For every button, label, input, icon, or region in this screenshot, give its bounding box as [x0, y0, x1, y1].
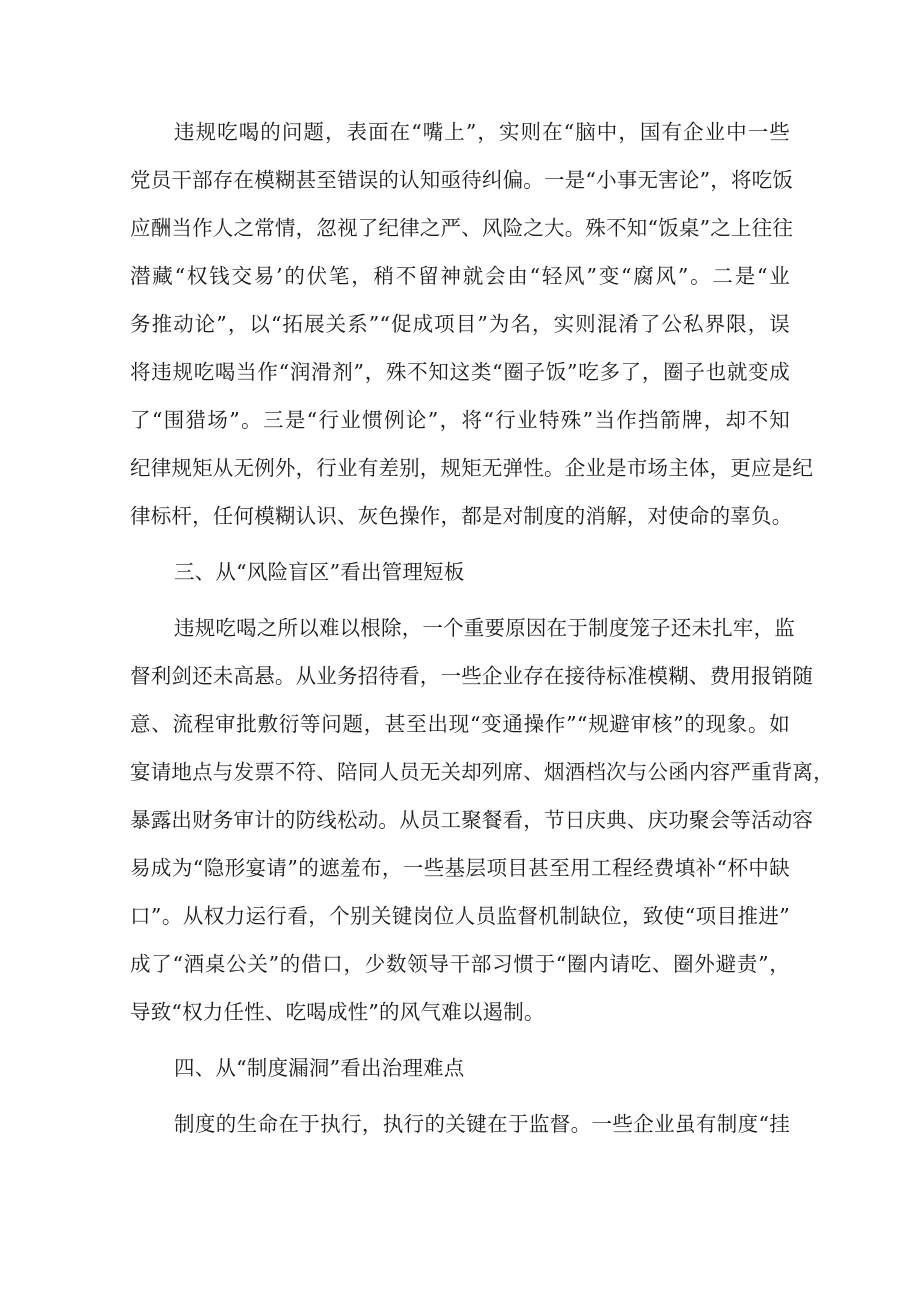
text-line: 党员干部存在模糊甚至错误的认知亟待纠偏。一是“小事无害论”，将吃饭	[130, 168, 794, 192]
text-line: 违规吃喝之所以难以根除，一个重要原因在于制度笼子还未扎牢，监	[174, 616, 795, 640]
text-line: 易成为“隐形宴请”的遮羞布，一些基层项目甚至用工程经费填补“杯中缺	[130, 856, 790, 880]
text-line: 督利剑还未高悬。从业务招待看，一些企业存在接待标准模糊、费用报销随	[130, 664, 814, 688]
section-heading-3: 三、从“风险盲区”看出管理短板	[174, 560, 465, 584]
text-line: 口”。从权力运行看，个别关键岗位人员监督机制缺位，致使“项目推进”	[130, 904, 790, 928]
text-line: 应酬当作人之常情，忽视了纪律之严、风险之大。殊不知“饭桌”之上往往	[130, 216, 794, 240]
text-line: 潜藏“权钱交易’的伏笔，稍不留神就会由“轻风”变“腐风”。二是“业	[130, 264, 790, 288]
text-line: 意、流程审批敷衍等问题，甚至出现“变通操作”“规避审核”的现象。如	[130, 712, 790, 736]
text-line: 成了“酒桌公关”的借口，少数领导干部习惯于“圈内请吃、圈外避责”，	[130, 952, 790, 976]
text-line: 导致“权力任性、吃喝成性”的风气难以遏制。	[130, 1000, 545, 1024]
text-line: 务推动论”，以“拓展关系”“促成项目”为名，实则混淆了公私界限，误	[130, 312, 790, 336]
text-line: 宴请地点与发票不符、陪同人员无关却列席、烟酒档次与公函内容严重背离，	[130, 760, 834, 784]
text-line: 制度的生命在于执行，执行的关键在于监督。一些企业虽有制度“挂	[174, 1112, 790, 1136]
section-heading-4: 四、从“制度漏洞”看出治理难点	[174, 1056, 465, 1080]
text-line: 将违规吃喝当作“润滑剂”，殊不知这类“圈子饭”吃多了，圈子也就变成	[130, 360, 790, 384]
text-line: 律标杆，任何模糊认识、灰色操作，都是对制度的消解，对使命的辜负。	[130, 504, 793, 528]
text-line: 纪律规矩从无例外，行业有差别，规矩无弹性。企业是市场主体，更应是纪	[130, 456, 814, 480]
text-line: 暴露出财务审计的防线松动。从员工聚餐看，节日庆典、庆功聚会等活动容	[130, 808, 814, 832]
text-line: 了“围猎场”。三是“行业惯例论”，将“行业特殊”当作挡箭牌，却不知	[130, 408, 790, 432]
text-line: 违规吃喝的问题，表面在“嘴上”，实则在“脑中，国有企业中一些	[174, 120, 790, 144]
